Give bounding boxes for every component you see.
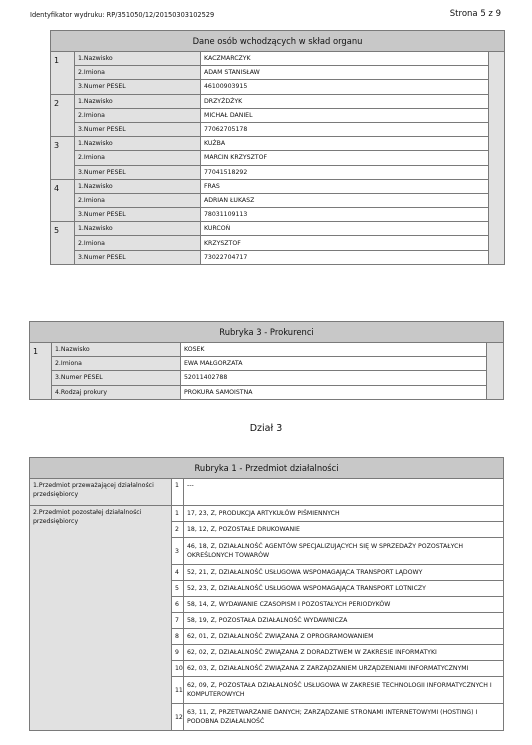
field-label: 2.Imiona [75, 236, 201, 250]
field-label: 1.Nazwisko [75, 137, 201, 151]
member-row [51, 165, 505, 179]
activity-value: 58, 19, Z, POZOSTAŁA DZIAŁALNOŚĆ WYDAWNICZA [184, 613, 504, 629]
activity-index: 9 [172, 645, 184, 661]
activity-index: 2 [172, 522, 184, 538]
field-label: 4.Rodzaj prokury [52, 385, 181, 399]
field-label: 3.Numer PESEL [52, 371, 181, 385]
activity-index: 7 [172, 613, 184, 629]
members-table [50, 30, 505, 265]
members-section-title: Dane osób wchodzących w skład organu [51, 31, 505, 52]
member-row [51, 208, 505, 222]
field-label: 3.Numer PESEL [75, 165, 201, 179]
field-value: PROKURA SAMOISTNA [181, 385, 487, 399]
field-value: KUŹBA [201, 137, 489, 151]
field-label: 3.Numer PESEL [75, 80, 201, 94]
member-number: 5 [51, 222, 75, 265]
field-value: DRZYŻDŻYK [201, 94, 489, 108]
field-value: 52011402788 [181, 371, 487, 385]
member-row [51, 108, 505, 122]
field-value: KOSEK [181, 343, 487, 357]
activity-value: 58, 14, Z, WYDAWANIE CZASOPISM I POZOSTAŁYCH PERIODYKÓW [184, 597, 504, 613]
field-value: 73022704717 [201, 250, 489, 264]
dzial-heading: Dział 3 [249, 423, 283, 434]
field-label: 2.Imiona [75, 151, 201, 165]
field-value: MARCIN KRZYSZTOF [201, 151, 489, 165]
activity-index: 5 [172, 581, 184, 597]
field-value: FRAS [201, 179, 489, 193]
activity-value: 62, 01, Z, DZIAŁALNOŚĆ ZWIĄZANA Z OPROGRAMOWANIEM [184, 629, 504, 645]
field-value: KRZYSZTOF [201, 236, 489, 250]
field-label: 2.Imiona [75, 193, 201, 207]
filler-cell [489, 52, 505, 265]
activity-index: 4 [172, 565, 184, 581]
activity-index: 8 [172, 629, 184, 645]
field-label: 3.Numer PESEL [75, 208, 201, 222]
member-row [51, 94, 505, 108]
activity-index: 10 [172, 661, 184, 677]
field-value: KACZMARCZYK [201, 52, 489, 66]
other-activity-label: 2.Przedmiot pozostałej działalności przedsiębiorcy [30, 506, 172, 731]
member-row [51, 236, 505, 250]
activity-index: 12 [172, 704, 184, 731]
field-label: 3.Numer PESEL [75, 122, 201, 136]
field-value: MICHAŁ DANIEL [201, 108, 489, 122]
member-row [51, 80, 505, 94]
prokurent-row [30, 343, 504, 357]
activity-value: 52, 21, Z, DZIAŁALNOŚĆ USŁUGOWA WSPOMAGAJĄCA TRANSPORT LĄDOWY [184, 565, 504, 581]
field-label: 1.Nazwisko [75, 179, 201, 193]
field-value: EWA MAŁGORZATA [181, 357, 487, 371]
member-row [51, 52, 505, 66]
activity-value: 46, 18, Z, DZIAŁALNOŚĆ AGENTÓW SPECJALIZUJĄCYCH SIĘ W SPRZEDAŻY POZOSTAŁYCH OKREŚLONYCH TOWARÓW [184, 538, 504, 565]
activity-value: 17, 23, Z, PRODUKCJA ARTYKUŁÓW PIŚMIENNYCH [184, 506, 504, 522]
member-row [51, 179, 505, 193]
field-value: 78031109113 [201, 208, 489, 222]
field-label: 2.Imiona [52, 357, 181, 371]
prokurent-row [30, 371, 504, 385]
member-row [51, 193, 505, 207]
activity-value: 62, 03, Z, DZIAŁALNOŚĆ ZWIĄZANA Z ZARZĄDZANIEM URZĄDZENIAMI INFORMATYCZNYMI [184, 661, 504, 677]
activity-value: 62, 09, Z, POZOSTAŁA DZIAŁALNOŚĆ USŁUGOWA W ZAKRESIE TECHNOLOGII INFORMATYCZNYCH I KOMPUTEROWYCH [184, 677, 504, 704]
member-row [51, 222, 505, 236]
field-value: 77062705178 [201, 122, 489, 136]
activity-row [30, 506, 504, 522]
page-number: Strona 5 z 9 [449, 9, 501, 19]
field-label: 2.Imiona [75, 66, 201, 80]
activity-index: 6 [172, 597, 184, 613]
member-row [51, 137, 505, 151]
member-row [51, 122, 505, 136]
prokurent-row [30, 385, 504, 399]
prokurent-number: 1 [30, 343, 52, 400]
member-row [51, 250, 505, 264]
main-activity-row [30, 479, 504, 506]
activity-value: 62, 02, Z, DZIAŁALNOŚĆ ZWIĄZANA Z DORADZTWEM W ZAKRESIE INFORMATYKI [184, 645, 504, 661]
member-number: 2 [51, 94, 75, 137]
activity-value: 18, 12, Z, POZOSTAŁE DRUKOWANIE [184, 522, 504, 538]
field-label: 3.Numer PESEL [75, 250, 201, 264]
member-number: 4 [51, 179, 75, 222]
field-label: 1.Nazwisko [52, 343, 181, 357]
prokurenci-table [29, 321, 504, 400]
activity-section-title: Rubryka 1 - Przedmiot działalności [30, 458, 504, 479]
activity-value: 52, 23, Z, DZIAŁALNOŚĆ USŁUGOWA WSPOMAGAJĄCA TRANSPORT LOTNICZY [184, 581, 504, 597]
member-number: 3 [51, 137, 75, 180]
activity-table [29, 457, 504, 731]
main-activity-label: 1.Przedmiot przeważającej działalności przedsiębiorcy [30, 479, 172, 506]
member-number: 1 [51, 52, 75, 95]
activity-index: 3 [172, 538, 184, 565]
activity-value: 63, 11, Z, PRZETWARZANIE DANYCH; ZARZĄDZANIE STRONAMI INTERNETOWYMI (HOSTING) I PODOBNA DZIAŁALNOŚĆ [184, 704, 504, 731]
prokurenci-section-title: Rubryka 3 - Prokurenci [30, 322, 504, 343]
field-label: 1.Nazwisko [75, 222, 201, 236]
field-value: 46100903915 [201, 80, 489, 94]
field-label: 1.Nazwisko [75, 52, 201, 66]
main-activity-index: 1 [172, 479, 184, 506]
filler-cell [487, 343, 504, 400]
member-row [51, 66, 505, 80]
field-label: 1.Nazwisko [75, 94, 201, 108]
activity-index: 1 [172, 506, 184, 522]
main-activity-value: --- [184, 479, 504, 506]
field-label: 2.Imiona [75, 108, 201, 122]
prokurent-row [30, 357, 504, 371]
field-value: ADAM STANISŁAW [201, 66, 489, 80]
field-value: KURCOŃ [201, 222, 489, 236]
activity-index: 11 [172, 677, 184, 704]
member-row [51, 151, 505, 165]
print-identifier: Identyfikator wydruku: RP/351050/12/20150303102529 [30, 11, 215, 19]
field-value: 77041518292 [201, 165, 489, 179]
field-value: ADRIAN ŁUKASZ [201, 193, 489, 207]
